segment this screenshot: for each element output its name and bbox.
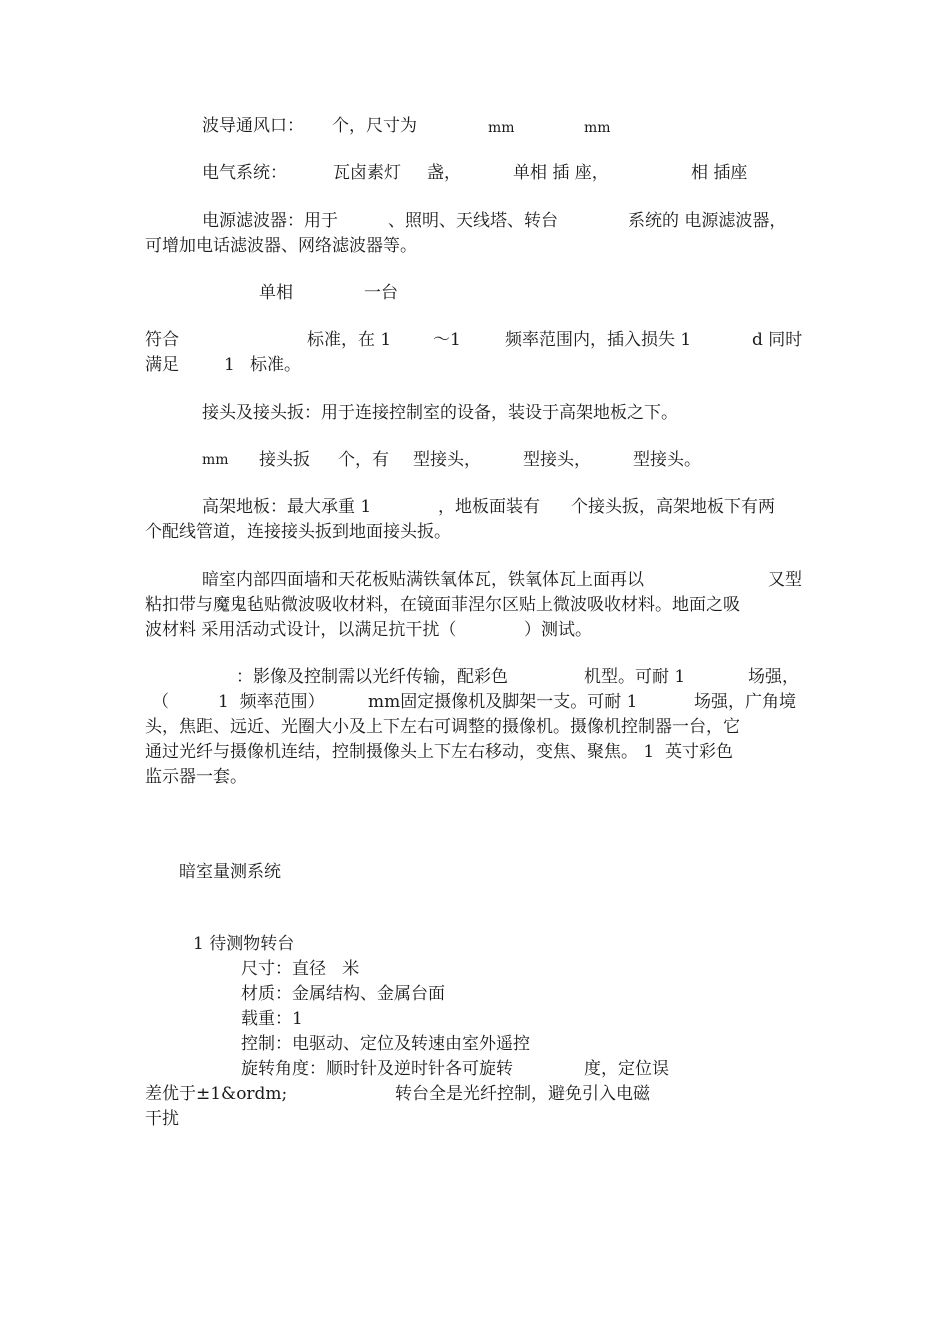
turntable-title: 1 待测物转台 xyxy=(193,934,295,954)
turntable-size: 尺寸：直径 米 xyxy=(241,959,360,979)
turntable-rotation-b: 度，定位误 xyxy=(584,1059,669,1079)
floor-line1c: 个接头扳，高架地板下有两 xyxy=(571,497,775,517)
darkroom-line1a: 暗室内部四面墙和天花板贴满铁氧体瓦，铁氧体瓦上面再以 xyxy=(202,570,644,590)
floor-line1b: ，地板面装有 xyxy=(438,497,540,517)
section-title: 暗室量测系统 xyxy=(179,862,281,882)
camera-line1a: ：影像及控制需以光纤传输，配彩色 xyxy=(236,667,508,687)
connector-mm: mm xyxy=(202,452,229,468)
filter-line1a: 电源滤波器：用于 xyxy=(202,211,338,231)
electric-socket-single: 单相 插 座， xyxy=(513,163,609,183)
darkroom-line1b: 又型 xyxy=(768,570,802,590)
connector-type-2: 型接头， xyxy=(523,450,591,470)
vent-label: 波导通风口： xyxy=(202,116,304,136)
electric-label: 电气系统： xyxy=(202,163,287,183)
floor-line2: 个配线管道，连接接头扳到地面接头扳。 xyxy=(145,522,451,542)
camera-line1c: 场强， xyxy=(748,667,799,687)
turntable-material: 材质：金属结构、金属台面 xyxy=(241,984,445,1004)
conform-line2b: 1 xyxy=(224,355,235,375)
camera-line2d: 场强，广角境 xyxy=(694,692,796,712)
camera-line1b: 机型。可耐 1 xyxy=(584,667,686,687)
turntable-interference: 干扰 xyxy=(145,1109,179,1129)
single-phase-label: 单相 xyxy=(259,283,293,303)
connector-count: 个，有 xyxy=(338,450,389,470)
conform-line1c: ～1 xyxy=(433,330,461,350)
conform-line1e: d 同时 xyxy=(752,330,803,350)
camera-line4: 通过光纤与摄像机连结，控制摄像头上下左右移动，变焦、聚焦。 1 英寸彩色 xyxy=(145,742,734,762)
turntable-load: 载重：1 xyxy=(241,1009,303,1029)
connector-type-3: 型接头。 xyxy=(633,450,701,470)
conform-line2a: 满足 xyxy=(145,355,179,375)
camera-line2a: （ xyxy=(152,692,169,712)
conform-line2c: 标准。 xyxy=(250,355,301,375)
turntable-error-a: 差优于±1&ordm; xyxy=(145,1084,288,1104)
darkroom-line3b: ）测试。 xyxy=(524,620,592,640)
conform-line1b: 标准，在 1 xyxy=(307,330,392,350)
vent-text: 个，尺寸为 xyxy=(332,116,417,136)
connector-type-1: 型接头， xyxy=(413,450,481,470)
filter-line1b: 、照明、天线塔、转台 xyxy=(388,211,558,231)
single-phase-count: 一台 xyxy=(364,283,398,303)
filter-line1c: 系统的 电源滤波器， xyxy=(628,211,787,231)
connector-board: 接头扳 xyxy=(259,450,310,470)
camera-line3: 头，焦距、远近、光圈大小及上下左右可调整的摄像机。摄像机控制器一台，它 xyxy=(145,717,740,737)
connector-line1: 接头及接头扳：用于连接控制室的设备，装设于高架地板之下。 xyxy=(202,403,678,423)
darkroom-line3a: 波材料 采用活动式设计，以满足抗干扰（ xyxy=(145,620,457,640)
turntable-rotation-a: 旋转角度：顺时针及逆时针各可旋转 xyxy=(241,1059,513,1079)
conform-line1d: 频率范围内，插入损失 1 xyxy=(505,330,692,350)
floor-line1a: 高架地板：最大承重 1 xyxy=(202,497,372,517)
filter-line2: 可增加电话滤波器、网络滤波器等。 xyxy=(145,236,417,256)
camera-line2b: 1 频率范围） xyxy=(218,692,325,712)
camera-line5: 监示器一套。 xyxy=(145,767,247,787)
electric-socket-phase: 相 插座 xyxy=(691,163,748,183)
turntable-error-b: 转台全是光纤控制，避免引入电磁 xyxy=(395,1084,650,1104)
electric-lamp: 瓦卤素灯 xyxy=(333,163,401,183)
electric-lamp-count: 盏， xyxy=(427,163,461,183)
vent-unit-1: mm xyxy=(488,120,515,136)
camera-line2c: mm固定摄像机及脚架一支。可耐 1 xyxy=(368,692,638,712)
conform-line1a: 符合 xyxy=(145,330,179,350)
turntable-control: 控制：电驱动、定位及转速由室外遥控 xyxy=(241,1034,530,1054)
darkroom-line2: 粘扣带与魔鬼毡贴微波吸收材料，在镜面菲涅尔区贴上微波吸收材料。地面之吸 xyxy=(145,595,740,615)
vent-unit-2: mm xyxy=(584,120,611,136)
